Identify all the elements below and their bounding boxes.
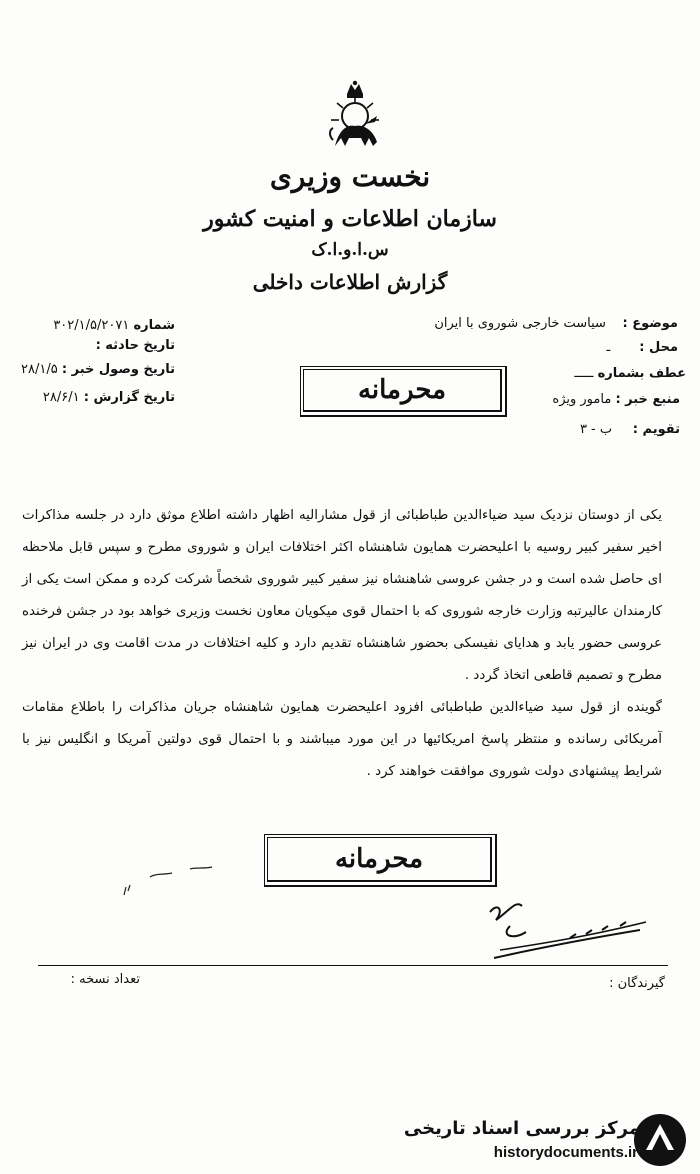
report-date-value: ۲۸/۶/۱ [42,390,80,405]
subject-label: موضوع : [622,316,678,331]
receipt-date-value: ۲۸/۱/۵ [21,362,58,377]
rating-field [540,422,680,437]
confidential-stamp-top: محرمانه [300,366,507,417]
header-report-type: گزارش اطلاعات داخلی [252,270,448,294]
place-value: ـ [606,340,611,355]
event-date-label: تاریخ حادثه : [95,338,175,353]
watermark-url: historydocuments.ir [493,1144,638,1161]
subject-value: سیاست خارجی شوروی با ایران [434,316,606,331]
receipt-date-label: تاریخ وصول خبر : [61,362,175,377]
archive-logo-icon [632,1112,688,1168]
number-field [30,318,175,333]
report-paragraph-2: گوینده از قول سید ضیاءالدین طباطبائی افزود اعلیحضرت همایون شاهنشاه جریان مذاکرات را باطلاع مقامات آمریکائی رسانده و منتظر پاسخ امریکائیها در این مورد میباشند و با احتمال قوی دولتین آمریکا و انگلیس نیز با شرایط پیشنهادی دولت شوروی موافقت خواهند کرد . [22,700,662,779]
report-date-label: تاریخ گزارش : [83,390,175,405]
receipt-date-field [8,362,175,377]
signature-icon [470,880,660,970]
subject-field [360,316,678,331]
recipients-label: گیرندگان : [609,976,665,991]
header-code: س.ا.و.ا.ک [311,240,389,260]
rating-value: ب - ۳ [579,422,613,437]
source-label: منبع خبر : [615,392,680,407]
copies-label: تعداد نسخه : [70,972,140,987]
place-label: محل : [639,340,678,355]
header-title: نخست وزیری [269,160,431,193]
report-paragraph-1: یکی از دوستان نزدیک سید ضیاءالدین طباطبائی از قول مشارالیه اظهار داشته اطلاع موثق دارد در جلسه مذاکرات اخیر سفیر کبیر روسیه با اعلیحضرت همایون شاهنشاه اکثر اختلافات ایران و شوروی مطرح و سپس قابل ملاحظه ای حاصل شده است و در جشن عروسی شاهنشاه نیز سفیر کبیر شوروی شخصاً شرکت کرده و ممکن است یکی از کارمندان عالیرتبه وزارت خارجه شوروی که با احتمال قوی میکویان معاون نخست وزیری خواهد بود در جشن فرخنده عروسی حضور یابد و هدایای نفیسکی بحضور شاهنشاه تقدیم دارد و کلیه اختلافات در مدت اقامت وی در ایران نیز مطرح و تصمیم قاطعی اتخاذ گردد . [22,508,662,683]
lion-and-sun-emblem-icon [325,80,385,152]
number-label: شماره [133,318,175,333]
header-organization: سازمان اطلاعات و امنیت کشور [203,206,497,232]
handwritten-note-icon [120,855,230,905]
number-value: ۳۰۲/۱/۵/۲۰۷۱ [53,318,130,333]
watermark-name: مرکز بررسی اسناد تاریخی [403,1118,640,1139]
report-body [22,500,662,788]
place-field [560,340,678,355]
reference-dash: ـــــ [574,366,594,381]
confidential-stamp-bottom: محرمانه [264,834,497,887]
footer-divider [38,965,668,966]
event-date-field [30,338,175,353]
reference-field [560,366,686,381]
report-date-field [8,390,175,405]
reference-label: عطف بشماره [597,366,686,381]
rating-label: تقویم : [632,422,680,437]
source-value: مامور ویژه [552,392,612,407]
source-field [520,392,680,407]
